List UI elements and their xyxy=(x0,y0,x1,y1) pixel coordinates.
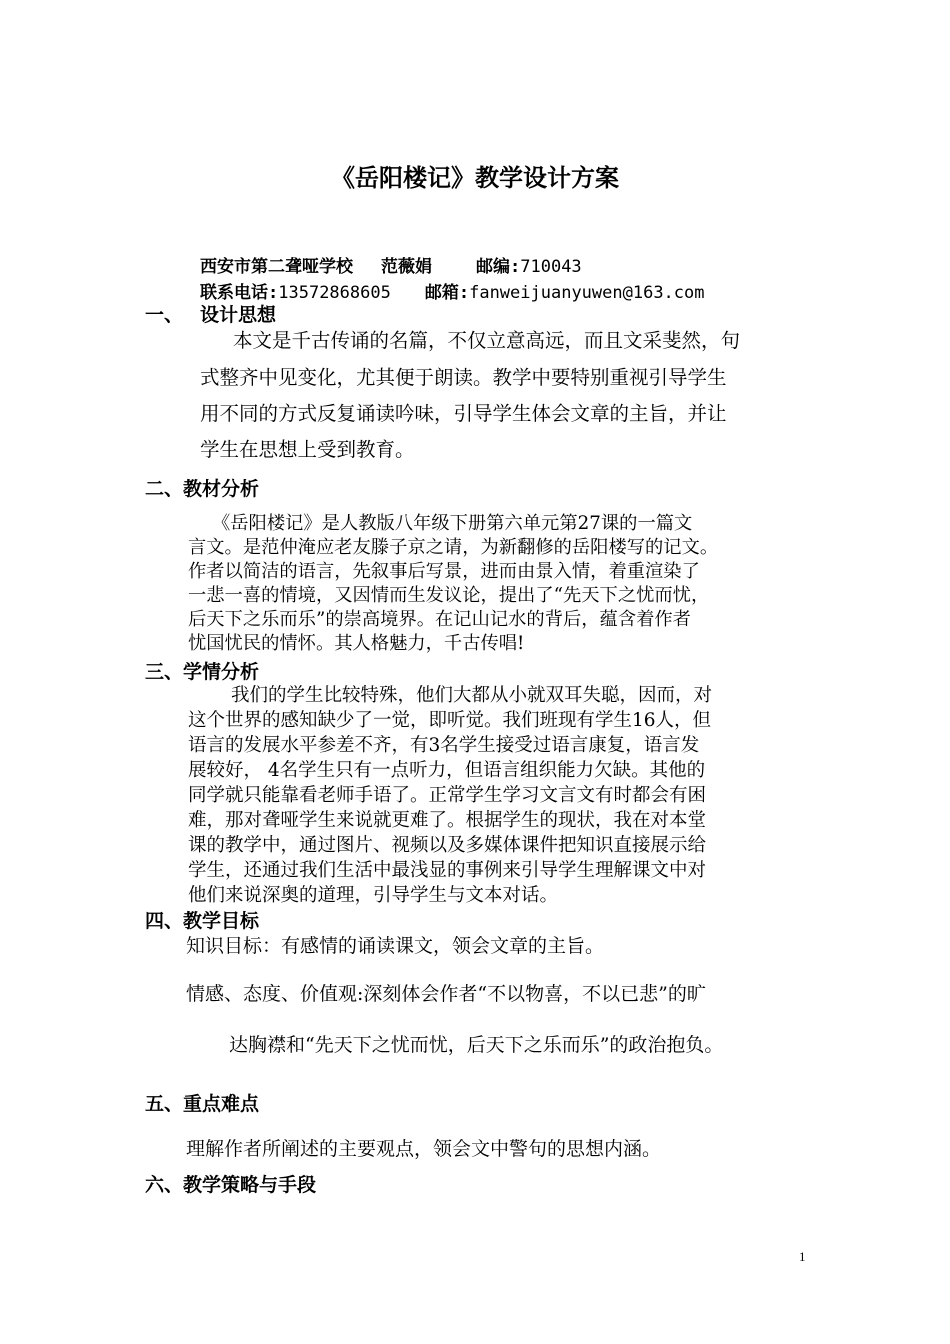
paragraph-line: 情感、态度、价值观:深刻体会作者“不以物喜，不以已悲”的旷 xyxy=(186,983,706,1005)
paragraph-line: 我们的学生比较特殊，他们大都从小就双耳失聪，因而，对 xyxy=(231,685,713,706)
paragraph-line: 课的教学中，通过图片、视频以及多媒体课件把知识直接展示给 xyxy=(188,835,707,856)
phone-value: 13572868605 xyxy=(278,283,391,303)
section-heading: 六、教学策略与手段 xyxy=(145,1174,317,1196)
paragraph-line: 学生在思想上受到教育。 xyxy=(200,438,415,461)
postcode-value: 710043 xyxy=(520,257,582,277)
section-heading: 三、学情分析 xyxy=(145,661,260,683)
paragraph-line: 语言的发展水平参差不齐，有3名学生接受过语言康复，语言发 xyxy=(188,735,700,756)
paragraph-line: 理解作者所阐述的主要观点，领会文中警句的思想内涵。 xyxy=(186,1138,662,1160)
paragraph-line: 这个世界的感知缺少了一觉，即听觉。我们班现有学生16人，但 xyxy=(188,710,712,731)
paragraph-line: 《岳阳楼记》是人教版八年级下册第六单元第27课的一篇文 xyxy=(212,513,693,534)
paragraph-line: 知识目标：有感情的诵读课文，领会文章的主旨。 xyxy=(186,935,605,957)
paragraph-line: 难，那对聋哑学生来说就更难了。根据学生的现状，我在对本堂 xyxy=(188,810,707,831)
paragraph-line: 式整齐中见变化，尤其便于朗读。教学中要特别重视引导学生 xyxy=(200,366,727,389)
author-line-1 xyxy=(200,252,582,277)
postcode-label: 邮编: xyxy=(476,257,521,277)
section-heading-number: 一、 xyxy=(145,304,184,326)
document-title: 《岳阳楼记》教学设计方案 xyxy=(331,164,619,192)
section-heading: 五、重点难点 xyxy=(145,1093,260,1115)
paragraph-line: 用不同的方式反复诵读吟味，引导学生体会文章的主旨，并让 xyxy=(200,402,727,425)
paragraph-line: 作者以简洁的语言，先叙事后写景，进而由景入情，着重渲染了 xyxy=(188,561,700,582)
section-heading: 设计思想 xyxy=(200,304,277,326)
email-label: 邮箱: xyxy=(424,283,470,303)
paragraph-line: 一悲一喜的情境，又因情而生发议论，提出了“先天下之忧而忧， xyxy=(188,585,710,606)
paragraph-line: 达胸襟和“先天下之忧而忧，后天下之乐而乐”的政治抱负。 xyxy=(229,1034,724,1056)
school-name: 西安市第二聋哑学校 xyxy=(200,257,353,277)
author-name: 范薇娟 xyxy=(381,257,432,277)
section-heading: 四、教学目标 xyxy=(145,910,260,932)
paragraph-line: 本文是千古传诵的名篇，不仅立意高远，而且文采斐然，句 xyxy=(233,329,741,352)
paragraph-line: 言文。是范仲淹应老友滕子京之请，为新翻修的岳阳楼写的记文。 xyxy=(188,537,719,558)
phone-label: 联系电话: xyxy=(200,283,279,303)
paragraph-line: 学生，还通过我们生活中最浅显的事例来引导学生理解课文中对 xyxy=(188,860,707,881)
paragraph-line: 后天下之乐而乐”的崇高境界。在记山记水的背后，蕴含着作者 xyxy=(188,609,691,630)
paragraph-line: 展较好， 4名学生只有一点听力，但语言组织能力欠缺。其他的 xyxy=(188,760,706,781)
paragraph-line: 他们来说深奥的道理，引导学生与文本对话。 xyxy=(188,885,559,906)
section-heading: 二、教材分析 xyxy=(145,478,260,500)
email-value: fanweijuanyuwen@163.com xyxy=(469,283,705,303)
page-number: 1 xyxy=(799,1249,806,1264)
paragraph-line: 忧国忧民的情怀。其人格魅力，千古传唱! xyxy=(188,633,525,654)
paragraph-line: 同学就只能靠看老师手语了。正常学生学习文言文有时都会有困 xyxy=(188,785,707,806)
